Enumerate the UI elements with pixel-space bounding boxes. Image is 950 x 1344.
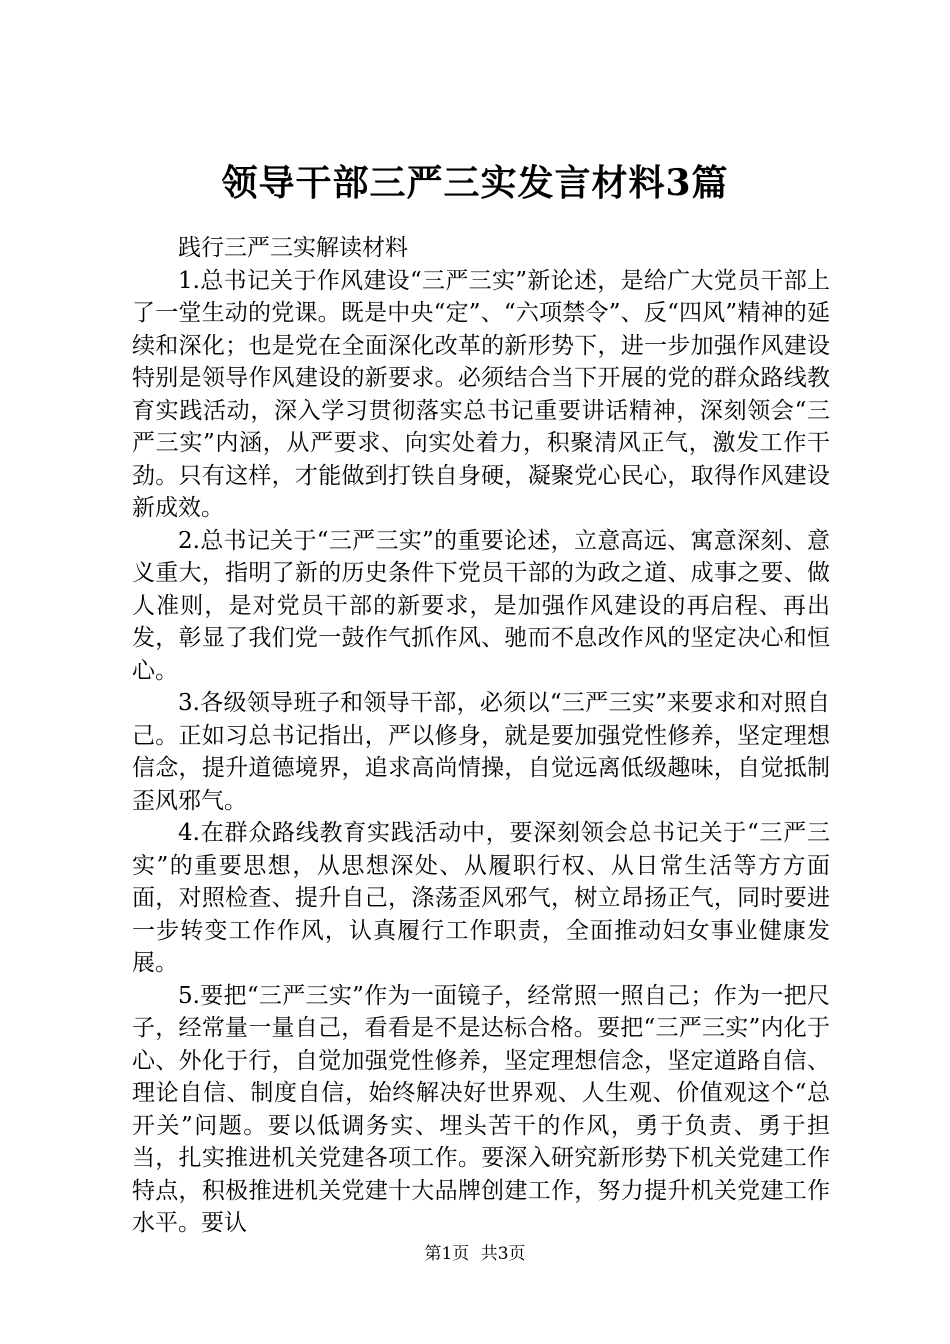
- paragraph-5: 5.要把“三严三实”作为一面镜子，经常照一照自己；作为一把尺子，经常量一量自己，看看是不是达标合格。要把“三严三实”内化于心、外化于行，自觉加强党性修养，坚定理想信念，坚定道路自信、理论自信、制度自信，始终解决好世界观、人生观、价值观这个“总开关”问题。要以低调务实、埋头苦干的作风，勇于负责、勇于担当，扎实推进机关党建各项工作。要深入研究新形势下机关党建工作特点，积极推进机关党建十大品牌创建工作，努力提升机关党建工作水平。要认: [132, 982, 830, 1236]
- page-number-total: 共3页: [480, 1244, 526, 1264]
- document-subtitle: 践行三严三实解读材料: [178, 235, 408, 261]
- document-title: 领导干部三严三实发言材料3篇: [221, 162, 729, 204]
- document-body: [132, 232, 830, 1240]
- paragraph-2: 2.总书记关于“三严三实”的重要论述，立意高远、寓意深刻、意义重大，指明了新的历史条件下党员干部的为政之道、成事之要、做人准则，是对党员干部的新要求，是加强作风建设的再启程、再出发，彰显了我们党一鼓作气抓作风、驰而不息改作风的坚定决心和恒心。: [132, 527, 830, 684]
- paragraph-3: 3.各级领导班子和领导干部，必须以“三严三实”来要求和对照自己。正如习总书记指出，严以修身，就是要加强党性修养，坚定理想信念，提升道德境界，追求高尚情操，自觉远离低级趣味，自觉抵制歪风邪气。: [132, 690, 830, 814]
- page-footer: [0, 1242, 950, 1266]
- paragraph-4: 4.在群众路线教育实践活动中，要深刻领会总书记关于“三严三实”的重要思想，从思想深处、从履职行权、从日常生活等方方面面，对照检查、提升自己，涤荡歪风邪气，树立昂扬正气，同时要进一步转变工作作风，认真履行工作职责，全面推动妇女事业健康发展。: [132, 820, 830, 976]
- paragraph-1: 1.总书记关于作风建设“三严三实”新论述，是给广大党员干部上了一堂生动的党课。既是中央“定”、“六项禁令”、反“四风”精神的延续和深化；也是党在全面深化改革的新形势下，进一步加强作风建设特别是领导作风建设的新要求。必须结合当下开展的党的群众路线教育实践活动，深入学习贯彻落实总书记重要讲话精神，深刻领会“三严三实”内涵，从严要求、向实处着力，积聚清风正气，激发工作干劲。只有这样，才能做到打铁自身硬，凝聚党心民心，取得作风建设新成效。: [132, 267, 830, 521]
- page-number-current: 第1页: [424, 1244, 470, 1264]
